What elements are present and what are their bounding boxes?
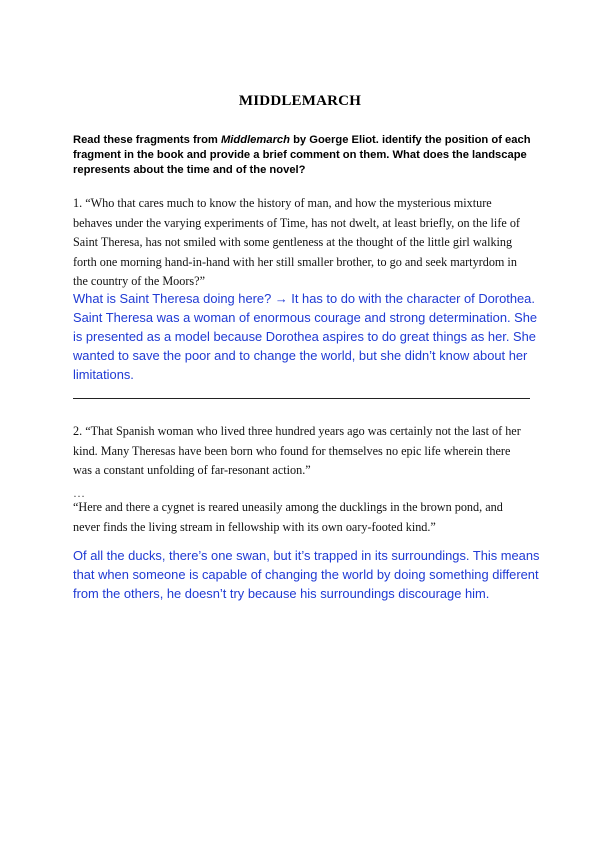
- fragment-1-answer: What is Saint Theresa doing here? → It has to do with the character of Dorothea. Saint Theresa was a woman of enormous courage and strong determination. She is presented as a model because Dorothea aspires to do great things as her. She wanted to save the poor and to change the world, but she didn’t know about her limitations.: [73, 291, 538, 382]
- fragment-2-answer: Of all the ducks, there’s one swan, but it’s trapped in its surroundings. This means that when someone is capable of changing the world by doing something different from the others, he doesn’t try because his surroundings discourage him.: [73, 548, 540, 601]
- fragment-1-quote: 1. “Who that cares much to know the history of man, and how the mysterious mixture behaves under the varying experiments of Time, has not dwelt, at least briefly, on the life of Saint Theresa, has not smiled with some gentleness at the thought of the little girl walking forth one morning hand-in-hand with her still smaller brother, to go and seek martyrdom in the country of the Moors?”: [73, 196, 520, 288]
- instructions-paragraph: [73, 133, 533, 178]
- instructions-text-2: by Goerge Eliot. identify the position of each fragment in the book and provide a brief comment on them. What does the landscape represents about the time and of the novel?: [73, 134, 531, 176]
- fragment-2-quote-a: 2. “That Spanish woman who lived three hundred years ago was certainly not the last of her kind. Many Theresas have been born who found for themselves no epic life wherein there was a constant unfolding of far-resonant action.”: [73, 424, 521, 477]
- document-title: MIDDLEMARCH: [238, 93, 362, 109]
- instructions-text-1: Read these fragments from: [73, 134, 221, 146]
- section-divider: [73, 398, 530, 399]
- fragment-2-quote-b: “Here and there a cygnet is reared uneasily among the ducklings in the brown pond, and never finds the living stream in fellowship with its own oary-footed kind.”: [73, 500, 503, 534]
- book-title: Middlemarch: [220, 134, 290, 146]
- fragment-2-ellipsis: …: [73, 486, 85, 500]
